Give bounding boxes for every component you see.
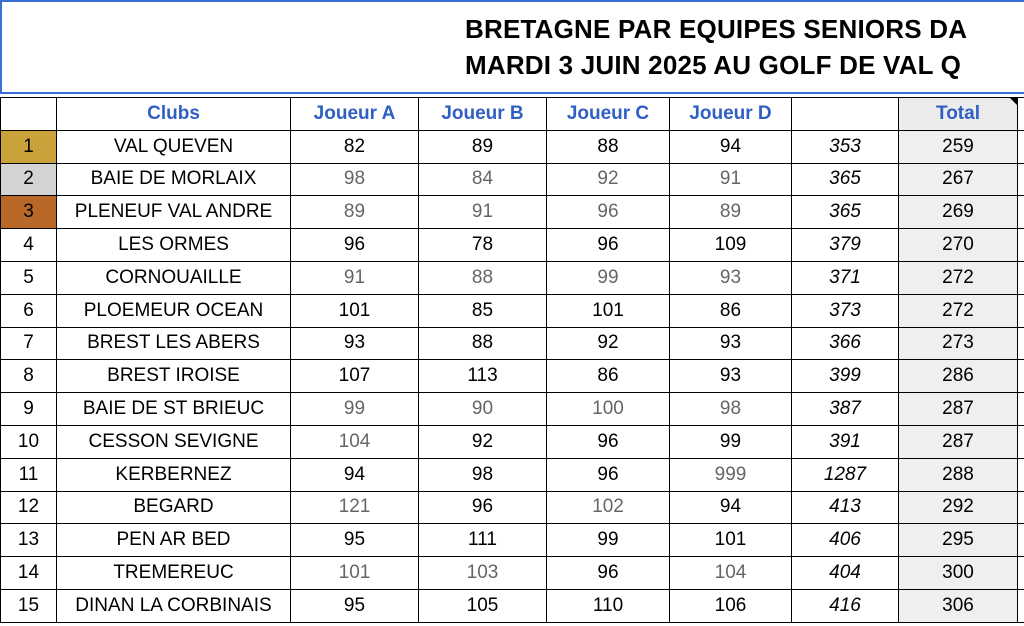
rank-cell[interactable]: 8 [1, 360, 57, 393]
total-cell[interactable]: 288 [899, 458, 1018, 491]
club-name-cell[interactable]: PLENEUF VAL ANDRE [57, 196, 291, 229]
joueur-c-score[interactable]: 110 [547, 589, 670, 622]
joueur-b-score[interactable]: 105 [419, 589, 547, 622]
joueur-d-score[interactable]: 86 [670, 294, 792, 327]
sum-cell[interactable]: 413 [792, 491, 899, 524]
table-row [1, 327, 1024, 360]
extra-cell[interactable] [1018, 360, 1024, 393]
extra-cell[interactable] [1018, 589, 1024, 622]
extra-cell[interactable] [1018, 130, 1024, 163]
extra-cell[interactable] [1018, 425, 1024, 458]
rank-cell[interactable]: 11 [1, 458, 57, 491]
rank-cell[interactable]: 13 [1, 524, 57, 557]
joueur-a-score[interactable]: 95 [291, 524, 419, 557]
extra-cell[interactable] [1018, 294, 1024, 327]
rank-cell[interactable]: 15 [1, 589, 57, 622]
joueur-d-score[interactable]: 94 [670, 491, 792, 524]
joueur-c-score[interactable]: 102 [547, 491, 670, 524]
joueur-c-score[interactable]: 101 [547, 294, 670, 327]
joueur-b-score[interactable]: 90 [419, 393, 547, 426]
title-banner [0, 0, 1024, 94]
total-cell[interactable]: 267 [899, 163, 1018, 196]
table-row [1, 589, 1024, 622]
table-row [1, 425, 1024, 458]
joueur-c-score[interactable]: 96 [547, 196, 670, 229]
joueur-b-score[interactable]: 111 [419, 524, 547, 557]
joueur-c-score[interactable]: 96 [547, 229, 670, 262]
joueur-d-score[interactable]: 106 [670, 589, 792, 622]
header-joueur-d[interactable]: Joueur D [670, 98, 792, 131]
table-row [1, 130, 1024, 163]
sum-cell[interactable]: 365 [792, 196, 899, 229]
page-title-line-1: BRETAGNE PAR EQUIPES SENIORS DA [465, 14, 968, 44]
table-row [1, 393, 1024, 426]
table-row [1, 458, 1024, 491]
joueur-d-score[interactable]: 94 [670, 130, 792, 163]
sum-cell[interactable]: 1287 [792, 458, 899, 491]
sum-cell[interactable]: 365 [792, 163, 899, 196]
joueur-b-score[interactable]: 98 [419, 458, 547, 491]
joueur-a-score[interactable]: 99 [291, 393, 419, 426]
joueur-d-score[interactable]: 98 [670, 393, 792, 426]
header-total[interactable]: Total [899, 98, 1018, 131]
joueur-b-score[interactable]: 91 [419, 196, 547, 229]
rank-cell[interactable]: 7 [1, 327, 57, 360]
extra-cell[interactable] [1018, 458, 1024, 491]
joueur-c-score[interactable]: 86 [547, 360, 670, 393]
header-sum[interactable] [792, 98, 899, 131]
joueur-a-score[interactable]: 107 [291, 360, 419, 393]
page-title-line-2: MARDI 3 JUIN 2025 AU GOLF DE VAL Q [465, 50, 962, 80]
total-cell[interactable]: 273 [899, 327, 1018, 360]
joueur-d-score[interactable]: 93 [670, 261, 792, 294]
header-extra[interactable] [1018, 98, 1024, 131]
club-name-cell[interactable]: TREMEREUC [57, 557, 291, 590]
joueur-a-score[interactable]: 95 [291, 589, 419, 622]
extra-cell[interactable] [1018, 524, 1024, 557]
sum-cell[interactable]: 353 [792, 130, 899, 163]
sum-cell[interactable]: 371 [792, 261, 899, 294]
club-name-cell[interactable]: VAL QUEVEN [57, 130, 291, 163]
table-row [1, 196, 1024, 229]
sum-cell[interactable]: 406 [792, 524, 899, 557]
joueur-d-score[interactable]: 91 [670, 163, 792, 196]
joueur-a-score[interactable]: 96 [291, 229, 419, 262]
results-table [0, 97, 1024, 623]
joueur-a-score[interactable]: 101 [291, 557, 419, 590]
total-cell[interactable]: 292 [899, 491, 1018, 524]
joueur-b-score[interactable]: 92 [419, 425, 547, 458]
extra-cell[interactable] [1018, 327, 1024, 360]
rank-cell[interactable]: 10 [1, 425, 57, 458]
joueur-c-score[interactable]: 99 [547, 261, 670, 294]
joueur-d-score[interactable]: 93 [670, 360, 792, 393]
joueur-a-score[interactable]: 89 [291, 196, 419, 229]
joueur-a-score[interactable]: 101 [291, 294, 419, 327]
rank-cell[interactable]: 4 [1, 229, 57, 262]
club-name-cell[interactable]: LES ORMES [57, 229, 291, 262]
header-row [1, 98, 1024, 131]
total-cell[interactable]: 287 [899, 393, 1018, 426]
table-row [1, 491, 1024, 524]
joueur-a-score[interactable]: 82 [291, 130, 419, 163]
rank-cell[interactable]: 9 [1, 393, 57, 426]
rank-cell[interactable]: 5 [1, 261, 57, 294]
header-joueur-a[interactable]: Joueur A [291, 98, 419, 131]
joueur-c-score[interactable]: 99 [547, 524, 670, 557]
club-name-cell[interactable]: BEGARD [57, 491, 291, 524]
joueur-d-score[interactable]: 89 [670, 196, 792, 229]
joueur-b-score[interactable]: 78 [419, 229, 547, 262]
extra-cell[interactable] [1018, 557, 1024, 590]
joueur-c-score[interactable]: 100 [547, 393, 670, 426]
sum-cell[interactable]: 387 [792, 393, 899, 426]
joueur-d-score[interactable]: 104 [670, 557, 792, 590]
club-name-cell[interactable]: BREST IROISE [57, 360, 291, 393]
club-name-cell[interactable]: CESSON SEVIGNE [57, 425, 291, 458]
joueur-c-score[interactable]: 92 [547, 327, 670, 360]
club-name-cell[interactable]: BAIE DE ST BRIEUC [57, 393, 291, 426]
club-name-cell[interactable]: KERBERNEZ [57, 458, 291, 491]
joueur-c-score[interactable]: 92 [547, 163, 670, 196]
table-row [1, 229, 1024, 262]
joueur-b-score[interactable]: 96 [419, 491, 547, 524]
joueur-a-score[interactable]: 98 [291, 163, 419, 196]
joueur-c-score[interactable]: 88 [547, 130, 670, 163]
joueur-d-score[interactable]: 99 [670, 425, 792, 458]
sum-cell[interactable]: 366 [792, 327, 899, 360]
total-cell[interactable]: 300 [899, 557, 1018, 590]
table-row [1, 360, 1024, 393]
sum-cell[interactable]: 373 [792, 294, 899, 327]
extra-cell[interactable] [1018, 163, 1024, 196]
joueur-c-score[interactable]: 96 [547, 557, 670, 590]
table-row [1, 261, 1024, 294]
total-cell[interactable]: 272 [899, 294, 1018, 327]
joueur-a-score[interactable]: 94 [291, 458, 419, 491]
joueur-b-score[interactable]: 103 [419, 557, 547, 590]
table-row [1, 294, 1024, 327]
joueur-c-score[interactable]: 96 [547, 425, 670, 458]
rank-cell[interactable]: 6 [1, 294, 57, 327]
total-cell[interactable]: 286 [899, 360, 1018, 393]
sum-cell[interactable]: 399 [792, 360, 899, 393]
rank-cell[interactable]: 12 [1, 491, 57, 524]
joueur-b-score[interactable]: 84 [419, 163, 547, 196]
table-row [1, 524, 1024, 557]
club-name-cell[interactable]: BREST LES ABERS [57, 327, 291, 360]
joueur-b-score[interactable]: 88 [419, 261, 547, 294]
joueur-b-score[interactable]: 89 [419, 130, 547, 163]
header-rank[interactable] [1, 98, 57, 131]
total-cell[interactable]: 272 [899, 261, 1018, 294]
joueur-d-score[interactable]: 999 [670, 458, 792, 491]
total-cell[interactable]: 270 [899, 229, 1018, 262]
extra-cell[interactable] [1018, 229, 1024, 262]
header-clubs[interactable]: Clubs [57, 98, 291, 131]
extra-cell[interactable] [1018, 393, 1024, 426]
joueur-b-score[interactable]: 85 [419, 294, 547, 327]
club-name-cell[interactable]: CORNOUAILLE [57, 261, 291, 294]
sum-cell[interactable]: 391 [792, 425, 899, 458]
header-joueur-b[interactable]: Joueur B [419, 98, 547, 131]
rank-cell[interactable]: 1 [1, 130, 57, 163]
sum-cell[interactable]: 416 [792, 589, 899, 622]
total-cell[interactable]: 306 [899, 589, 1018, 622]
joueur-a-score[interactable]: 93 [291, 327, 419, 360]
club-name-cell[interactable]: BAIE DE MORLAIX [57, 163, 291, 196]
club-name-cell[interactable]: PEN AR BED [57, 524, 291, 557]
club-name-cell[interactable]: DINAN LA CORBINAIS [57, 589, 291, 622]
joueur-c-score[interactable]: 96 [547, 458, 670, 491]
header-joueur-c[interactable]: Joueur C [547, 98, 670, 131]
joueur-a-score[interactable]: 104 [291, 425, 419, 458]
extra-cell[interactable] [1018, 491, 1024, 524]
joueur-d-score[interactable]: 101 [670, 524, 792, 557]
joueur-d-score[interactable]: 109 [670, 229, 792, 262]
sum-cell[interactable]: 404 [792, 557, 899, 590]
joueur-d-score[interactable]: 93 [670, 327, 792, 360]
total-cell[interactable]: 287 [899, 425, 1018, 458]
rank-cell[interactable]: 3 [1, 196, 57, 229]
club-name-cell[interactable]: PLOEMEUR OCEAN [57, 294, 291, 327]
sum-cell[interactable]: 379 [792, 229, 899, 262]
rank-cell[interactable]: 14 [1, 557, 57, 590]
joueur-a-score[interactable]: 121 [291, 491, 419, 524]
total-cell[interactable]: 295 [899, 524, 1018, 557]
joueur-b-score[interactable]: 88 [419, 327, 547, 360]
joueur-b-score[interactable]: 113 [419, 360, 547, 393]
total-cell[interactable]: 259 [899, 130, 1018, 163]
extra-cell[interactable] [1018, 196, 1024, 229]
table-row [1, 557, 1024, 590]
total-cell[interactable]: 269 [899, 196, 1018, 229]
extra-cell[interactable] [1018, 261, 1024, 294]
rank-cell[interactable]: 2 [1, 163, 57, 196]
joueur-a-score[interactable]: 91 [291, 261, 419, 294]
table-row [1, 163, 1024, 196]
